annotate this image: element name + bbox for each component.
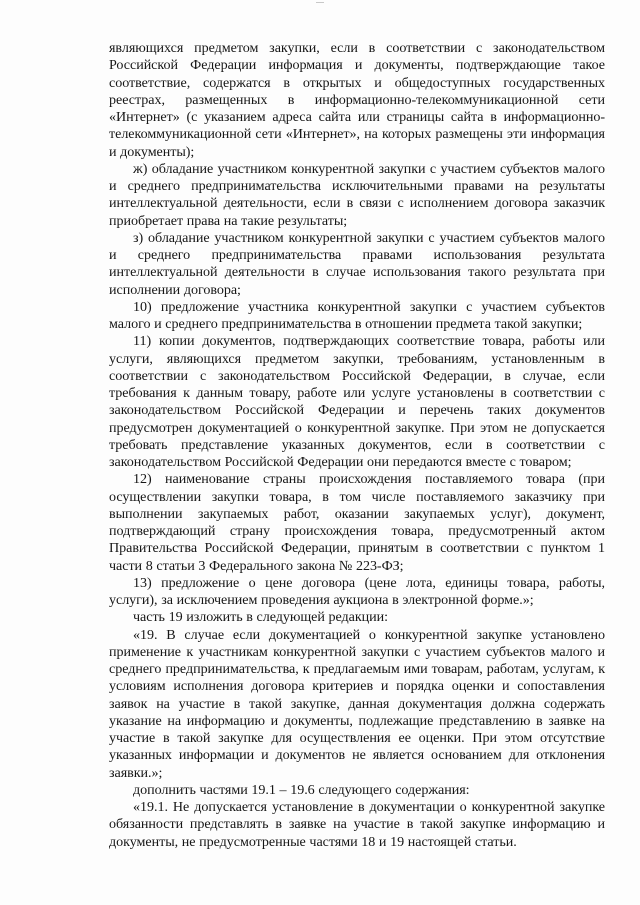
paragraph-continuation: являющихся предметом закупки, если в соответствии с законодательством Российской Федерации информация и документы, подтверждающие такое соответствие, содержатся в открытых и общедоступных государственных реестрах, размещенных в информационно-телекоммуникационной сети «Интернет» (с указанием адреса сайта или страницы сайта в информационно-телекоммуникационной сети «Интернет», на которых размещены эти информация и документы); xyxy=(109,40,605,160)
paragraph-part-19-instruction: часть 19 изложить в следующей редакции: xyxy=(133,609,388,626)
paragraph-item-zh: ж) обладание участником конкурентной закупки с участием субъектов малого и среднего предпринимательства исключительными правами на результаты интеллектуальной деятельности, если в связи с исполнением договора заказчик приобретает права на такие результаты; xyxy=(109,160,605,229)
document-body xyxy=(109,40,605,851)
paragraph-item-13: 13) предложение о цене договора (цене лота, единицы товара, работы, услуги), за исключением проведения аукциона в электронной форме.»; xyxy=(109,574,605,608)
paragraph-add-parts-instruction: дополнить частями 19.1 – 19.6 следующего содержания: xyxy=(133,781,470,798)
paragraph-part-19-1: «19.1. Не допускается установление в документации о конкурентной закупке обязанности представлять в заявке на участие в такой закупке информацию и документы, не предусмотренные частями 18 и 19 настоящей статьи. xyxy=(109,799,605,850)
paragraph-item-11: 11) копии документов, подтверждающих соответствие товара, работы или услуги, являющихся предметом закупки, требованиям, установленным в соответствии с законодательством Российской Федерации, в случае, если требования к данным товару, работе или услуге установлены в соответствии с законодательством Российской Федерации и перечень таких документов предусмотрен документацией о конкурентной закупке. При этом не допускается требовать представление указанных документов, если в соответствии с законодательством Российской Федерации они передаются вместе с товаром; xyxy=(109,333,605,470)
paragraph-item-10: 10) предложение участника конкурентной закупки с участием субъектов малого и среднего предпринимательства в отношении предмета такой закупки; xyxy=(109,298,605,332)
paragraph-item-12: 12) наименование страны происхождения поставляемого товара (при осуществлении закупки товара, в том числе поставляемого заказчику при выполнении закупаемых работ, оказании закупаемых услуг), документ, подтверждающий страну происхождения товара, предусмотренный актом Правительства Российской Федерации, принятым в соответствии с пунктом 1 части 8 статьи 3 Федерального закона № 223-ФЗ; xyxy=(109,471,605,574)
paragraph-part-19: «19. В случае если документацией о конкурентной закупке установлено применение к участникам конкурентной закупки с участием субъектов малого и среднего предпринимательства, к предлагаемым ими товарам, работам, услугам, к условиям исполнения договора критериев и порядка оценки и сопоставления заявок на участие в такой закупке, данная документация должна содержать указание на информацию и документы, подлежащие представлению в заявке на участие в такой закупке для осуществления ее оценки. При этом отсутствие указанных информации и документов не является основанием для отклонения заявки.»; xyxy=(109,626,605,781)
paragraph-item-z: з) обладание участником конкурентной закупки с участием субъектов малого и среднего предпринимательства правами использования результата интеллектуальной деятельности в случае использования такого результата при исполнении договора; xyxy=(109,229,605,298)
page-edge-mark xyxy=(316,2,324,5)
